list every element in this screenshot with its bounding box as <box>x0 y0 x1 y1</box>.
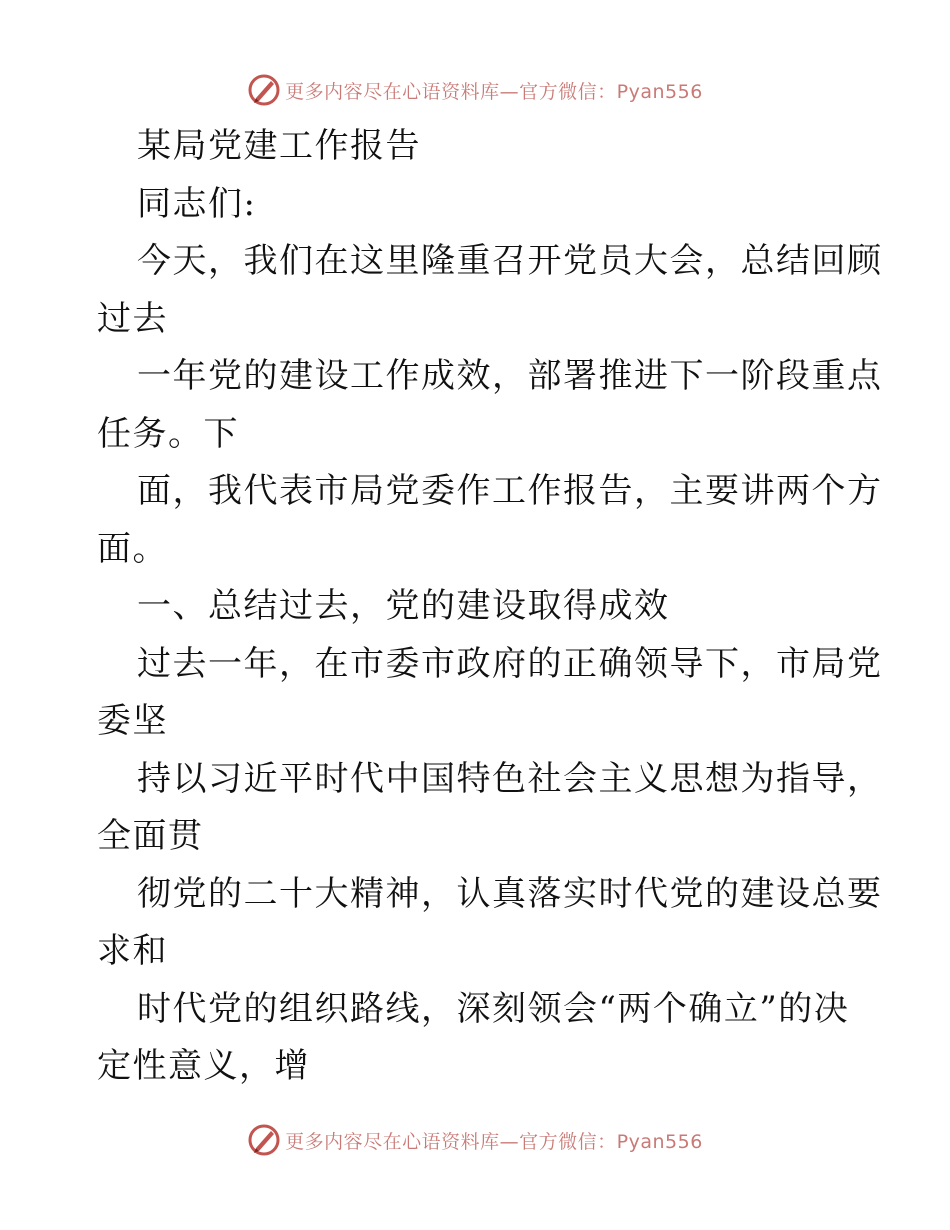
doc-line: 面，我代表市局党委作工作报告，主要讲两个方 <box>137 471 883 511</box>
footer-watermark <box>0 1120 950 1160</box>
doc-line: 求和 <box>97 931 168 971</box>
doc-line: 时代党的组织路线，深刻领会“两个确立”的决 <box>137 988 850 1029</box>
doc-line: 过去 <box>97 298 168 339</box>
header-watermark <box>0 70 950 110</box>
doc-line: 面。 <box>97 528 168 569</box>
doc-line: 全面贯 <box>97 816 204 856</box>
pen-logo-icon <box>247 1123 281 1157</box>
doc-line: 一年党的建设工作成效，部署推进下一阶段重点 <box>137 356 883 396</box>
doc-line: 委坚 <box>97 701 168 741</box>
doc-line: 定性意义，增 <box>97 1046 310 1086</box>
pen-logo-icon <box>247 73 281 107</box>
doc-line: 今天，我们在这里隆重召开党员大会，总结回顾 <box>137 241 883 281</box>
doc-line: 彻党的二十大精神，认真落实时代党的建设总要 <box>137 873 883 914</box>
watermark-text: 更多内容尽在心语资料库—官方微信：Pyan556 <box>285 80 703 103</box>
doc-line: 任务。下 <box>97 413 239 454</box>
document-body <box>97 118 883 1096</box>
doc-section-heading: 一、总结过去，党的建设取得成效 <box>137 586 670 626</box>
doc-title: 某局党建工作报告 <box>137 126 421 166</box>
doc-salutation: 同志们: <box>137 183 257 224</box>
doc-line: 持以习近平时代中国特色社会主义思想为指导， <box>137 758 883 799</box>
doc-line: 过去一年，在市委市政府的正确领导下，市局党 <box>137 643 883 684</box>
watermark-text: 更多内容尽在心语资料库—官方微信：Pyan556 <box>285 1130 703 1153</box>
